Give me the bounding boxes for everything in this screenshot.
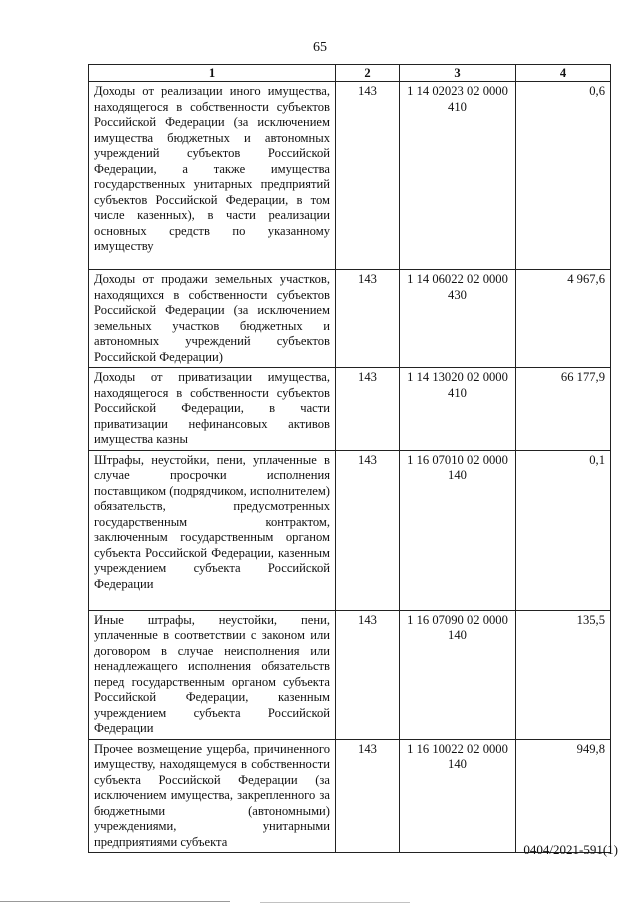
row-admin-code: 143 xyxy=(336,82,400,270)
row-kbk-code: 1 16 07010 02 0000 140 xyxy=(400,450,516,610)
column-header: 3 xyxy=(400,65,516,82)
row-amount: 0,1 xyxy=(516,450,611,610)
table-row xyxy=(89,82,611,270)
row-amount: 949,8 xyxy=(516,739,611,853)
table-row xyxy=(89,270,611,368)
revenue-table xyxy=(88,64,611,853)
row-admin-code: 143 xyxy=(336,270,400,368)
column-header: 1 xyxy=(89,65,336,82)
row-amount: 66 177,9 xyxy=(516,368,611,451)
column-header: 4 xyxy=(516,65,611,82)
column-header: 2 xyxy=(336,65,400,82)
table-header-row xyxy=(89,65,611,82)
row-admin-code: 143 xyxy=(336,610,400,739)
row-description: Штрафы, неустойки, пени, уплаченные в случае просрочки исполнения поставщиком (подрядчиком, исполнителем) обязательств, предусмотренных государственным контрактом, заключенным государственным органом субъекта Российской Федерации, казенным учреждением субъекта Российской Федерации xyxy=(89,450,336,610)
row-amount: 4 967,6 xyxy=(516,270,611,368)
table-row xyxy=(89,450,611,610)
row-admin-code: 143 xyxy=(336,739,400,853)
row-kbk-code: 1 16 07090 02 0000 140 xyxy=(400,610,516,739)
document-id: 0404/2021-591(1) xyxy=(523,842,618,857)
row-kbk-code: 1 14 02023 02 0000 410 xyxy=(400,82,516,270)
table-row xyxy=(89,368,611,451)
row-kbk-code: 1 14 13020 02 0000 410 xyxy=(400,368,516,451)
row-admin-code: 143 xyxy=(336,368,400,451)
table-row xyxy=(89,610,611,739)
scan-artifact-line xyxy=(260,902,410,903)
row-amount: 0,6 xyxy=(516,82,611,270)
scan-artifact-line xyxy=(0,901,230,902)
row-kbk-code: 1 16 10022 02 0000 140 xyxy=(400,739,516,853)
page-number: 65 xyxy=(313,40,327,55)
row-amount: 135,5 xyxy=(516,610,611,739)
table-row xyxy=(89,739,611,853)
row-description: Доходы от продажи земельных участков, находящихся в собственности субъектов Российской Федерации (за исключением земельных участков бюджетных и автономных учреждений субъектов Российской Федерации) xyxy=(89,270,336,368)
row-description: Иные штрафы, неустойки, пени, уплаченные в соответствии с законом или договором в случае неисполнения или ненадлежащего исполнения обязательств перед государственным органом субъекта Российской Федерации, казенным учреждением субъекта Российской Федерации xyxy=(89,610,336,739)
row-description: Доходы от приватизации имущества, находящегося в собственности субъектов Российской Федерации, в части приватизации нефинансовых активов имущества казны xyxy=(89,368,336,451)
row-admin-code: 143 xyxy=(336,450,400,610)
row-description: Прочее возмещение ущерба, причиненного имуществу, находящемуся в собственности субъекта Российской Федерации (за исключением имущества, закрепленного за бюджетными (автономными) учреждениями, унитарными предприятиями субъекта xyxy=(89,739,336,853)
row-kbk-code: 1 14 06022 02 0000 430 xyxy=(400,270,516,368)
row-description: Доходы от реализации иного имущества, находящегося в собственности субъектов Российской Федерации (за исключением имущества бюджетных и автономных учреждений субъектов Российской Федерации, а также имущества государственных унитарных предприятий субъектов Российской Федерации, в том числе казенных), в части реализации основных средств по указанному имуществу xyxy=(89,82,336,270)
